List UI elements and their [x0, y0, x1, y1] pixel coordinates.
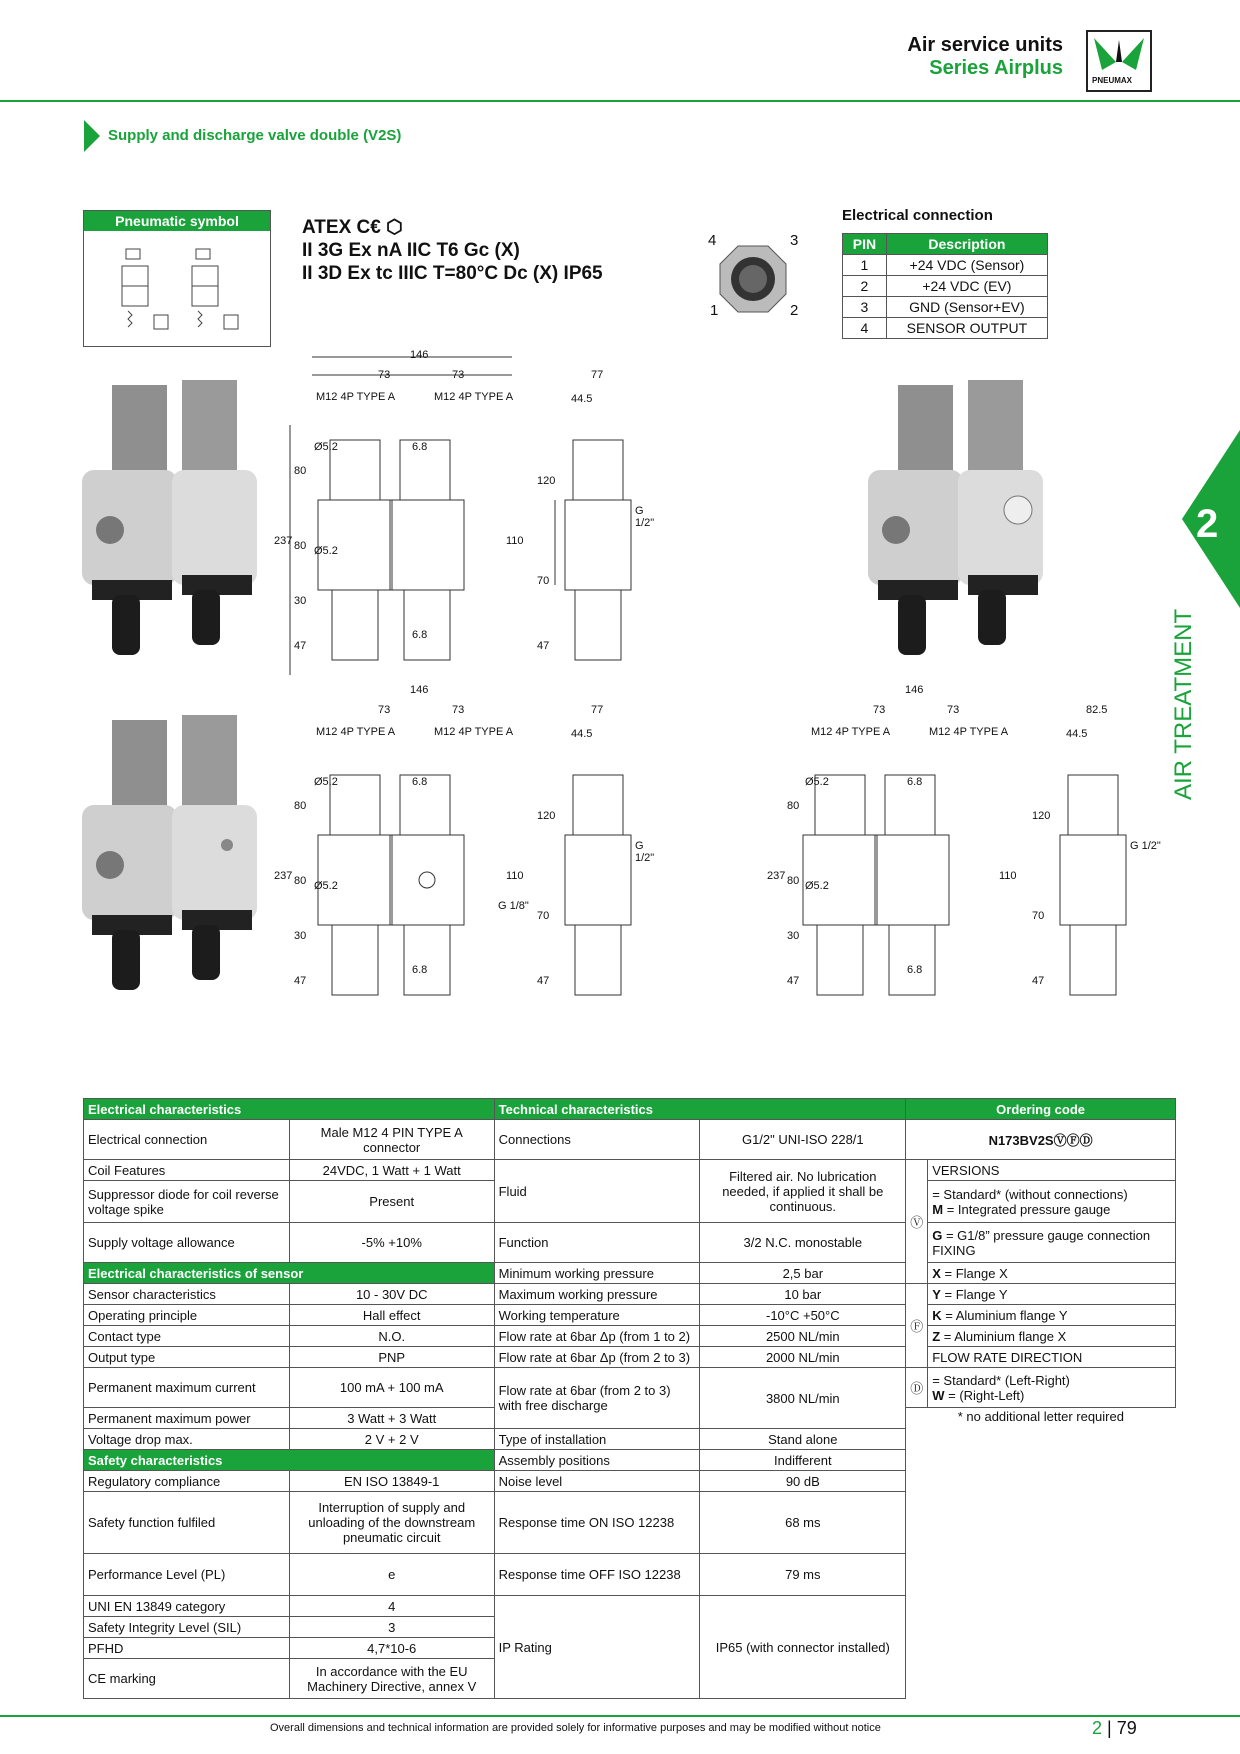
fixing-y-key: Y — [932, 1286, 941, 1302]
spec-value: 2 V + 2 V — [289, 1429, 494, 1450]
chapter-label: AIR TREATMENT — [1170, 608, 1197, 800]
technical-header: Technical characteristics — [494, 1099, 906, 1120]
dim-110-b: 110 — [506, 870, 524, 882]
spec-value: 3 Watt + 3 Watt — [289, 1408, 494, 1429]
spec-value: 90 dB — [700, 1471, 906, 1492]
pin-label-1: 1 — [710, 302, 719, 319]
dim-d5-2-top: Ø5.2 — [314, 441, 338, 453]
spec-label: Voltage drop max. — [84, 1429, 290, 1450]
fixing-marker-icon: Ⓕ — [906, 1284, 928, 1368]
ordering-header: Ordering code — [906, 1099, 1176, 1120]
version-g-key: G — [932, 1227, 943, 1243]
spec-value: 10 - 30V DC — [289, 1284, 494, 1305]
atex-label: ATEX — [302, 217, 352, 238]
ordering-option — [928, 1368, 1176, 1408]
spec-value: Interruption of supply and unloading of the downstream pneumatic circuit — [289, 1492, 494, 1554]
ordering-option — [928, 1223, 1176, 1263]
spec-label: Assembly positions — [494, 1450, 700, 1471]
m12-connector-icon — [718, 244, 788, 314]
ce-mark-icon: C€ ⬡ — [356, 217, 403, 238]
dim-73-c-right: 73 — [947, 704, 960, 716]
dim-77-b: 77 — [591, 704, 604, 716]
spec-value: 3 — [289, 1617, 494, 1638]
product-photo-1 — [82, 360, 272, 660]
dim-77: 77 — [591, 369, 604, 381]
pin-cell: 1 — [843, 255, 887, 276]
fixing-x-key: X — [932, 1265, 941, 1281]
spec-label: Coil Features — [84, 1160, 290, 1181]
version-m-key: M — [932, 1201, 944, 1217]
fixing-z: = Aluminium flange X — [943, 1328, 1067, 1344]
dim-80-top: 80 — [294, 465, 307, 477]
dim-80-b-mid: 80 — [294, 875, 307, 887]
spec-value: Male M12 4 PIN TYPE A connector — [289, 1120, 494, 1160]
ordering-code — [906, 1120, 1176, 1160]
spec-label: Response time ON ISO 12238 — [494, 1492, 700, 1554]
dim-146-c: 146 — [905, 684, 924, 696]
dim-70: 70 — [537, 575, 550, 587]
spec-value: Indifferent — [700, 1450, 906, 1471]
chapter-number: 2 — [1196, 502, 1219, 546]
spec-label: Maximum working pressure — [494, 1284, 700, 1305]
page-number: 2 | 79 — [1092, 1718, 1137, 1738]
spec-label: Permanent maximum power — [84, 1408, 290, 1429]
header-title: Air service units — [907, 34, 1063, 56]
m12-label-c-right: M12 4P TYPE A — [929, 726, 1009, 738]
dim-d5-2-bottom: Ø5.2 — [314, 545, 338, 557]
header-subtitle: Series Airplus — [929, 57, 1063, 79]
spec-value: Stand alone — [700, 1429, 906, 1450]
spec-value: Filtered air. No lubrication needed, if applied it shall be continuous. — [700, 1160, 906, 1223]
spec-label: Connections — [494, 1120, 700, 1160]
spec-value: 2,5 bar — [700, 1263, 906, 1284]
spec-label: Electrical connection — [84, 1120, 290, 1160]
description-header: Description — [886, 234, 1047, 255]
product-photo-2 — [82, 695, 272, 995]
thread-g12-b: G 1/2" — [635, 840, 655, 864]
dim-47-side-c: 47 — [1032, 975, 1045, 987]
version-g: = G1/8” pressure gauge connection — [945, 1227, 1151, 1243]
atex-line-2: II 3G Ex nA IIC T6 Gc (X) — [302, 240, 520, 261]
dim-47: 47 — [294, 640, 307, 652]
dim-6-8-c-top: 6.8 — [907, 776, 923, 788]
pin-cell: 3 — [843, 297, 887, 318]
atex-title — [302, 216, 603, 239]
code-option-icons: ⓋⒻⒹ — [1053, 1133, 1093, 1148]
m12-label-b-right: M12 4P TYPE A — [434, 726, 514, 738]
table-row — [843, 318, 1048, 339]
flow-title: FLOW RATE DIRECTION — [928, 1347, 1176, 1368]
dim-146-b: 146 — [410, 684, 429, 696]
electrical-connection-title: Electrical connection — [842, 207, 993, 224]
dim-146: 146 — [410, 349, 429, 361]
spec-label: IP Rating — [494, 1596, 700, 1699]
spec-value: 2000 NL/min — [700, 1347, 906, 1368]
spec-value: G1/2" UNI-ISO 228/1 — [700, 1120, 906, 1160]
dim-47-side: 47 — [537, 640, 550, 652]
dim-44-5-b: 44.5 — [571, 728, 593, 740]
header-divider — [0, 100, 1240, 102]
valve-symbol-icon — [84, 231, 270, 346]
pneumax-logo — [1086, 30, 1152, 92]
ordering-code-base: N173BV2S — [988, 1133, 1054, 1148]
spec-value: Hall effect — [289, 1305, 494, 1326]
dim-d5-2-b-top: Ø5.2 — [314, 776, 338, 788]
spec-value: 68 ms — [700, 1492, 906, 1554]
dim-6-8-top: 6.8 — [412, 441, 428, 453]
spec-label: Operating principle — [84, 1305, 290, 1326]
section-arrow-icon — [84, 120, 100, 152]
ordering-option — [928, 1305, 1176, 1326]
spec-value: 4,7*10-6 — [289, 1638, 494, 1659]
spec-label: Fluid — [494, 1160, 700, 1223]
drawing-front-3 — [765, 680, 1035, 1010]
spec-value: e — [289, 1554, 494, 1596]
pin-cell: 2 — [843, 276, 887, 297]
versions-title: VERSIONS — [928, 1160, 1176, 1181]
fixing-z-key: Z — [932, 1328, 941, 1344]
version-m: = Integrated pressure gauge — [946, 1201, 1111, 1217]
spec-label: Suppressor diode for coil reverse voltage spike — [84, 1181, 290, 1223]
spec-label: Safety Integrity Level (SIL) — [84, 1617, 290, 1638]
spec-label: Noise level — [494, 1471, 700, 1492]
blank-cell — [906, 1596, 1176, 1699]
spec-label: Permanent maximum current — [84, 1368, 290, 1408]
spec-label: Performance Level (PL) — [84, 1554, 290, 1596]
fixing-x: = Flange X — [944, 1265, 1008, 1281]
dim-d5-2-c-bottom: Ø5.2 — [805, 880, 829, 892]
dim-120: 120 — [537, 475, 556, 487]
desc-cell: SENSOR OUTPUT — [886, 318, 1047, 339]
dim-6-8-b-top: 6.8 — [412, 776, 428, 788]
dim-73-right: 73 — [452, 369, 465, 381]
spec-label: Flow rate at 6bar (from 2 to 3) with free discharge — [494, 1368, 700, 1429]
dim-73-c-left: 73 — [873, 704, 886, 716]
section-title: Supply and discharge valve double (V2S) — [108, 127, 402, 144]
fixing-title: FIXING — [932, 1242, 976, 1258]
dim-110-c: 110 — [999, 870, 1017, 882]
spec-value: 79 ms — [700, 1554, 906, 1596]
drawing-side-3 — [1030, 680, 1180, 1010]
pneumatic-symbol-title: Pneumatic symbol — [84, 211, 270, 231]
spec-label: Regulatory compliance — [84, 1471, 290, 1492]
spec-label: Working temperature — [494, 1305, 700, 1326]
footer-divider — [0, 1715, 1240, 1717]
spec-value: IP65 (with connector installed) — [700, 1596, 906, 1699]
dim-73-left: 73 — [378, 369, 391, 381]
spec-label: Output type — [84, 1347, 290, 1368]
flow-marker-icon: Ⓓ — [906, 1368, 928, 1408]
fixing-y: = Flange Y — [944, 1286, 1008, 1302]
spec-value: 24VDC, 1 Watt + 1 Watt — [289, 1160, 494, 1181]
spec-value: 4 — [289, 1596, 494, 1617]
flow-standard: = Standard* (Left-Right) — [932, 1372, 1070, 1388]
dim-d5-2-b-bottom: Ø5.2 — [314, 880, 338, 892]
dim-80-b-top: 80 — [294, 800, 307, 812]
safety-header: Safety characteristics — [84, 1450, 495, 1471]
spec-value: 100 mA + 100 mA — [289, 1368, 494, 1408]
m12-label-b-left: M12 4P TYPE A — [316, 726, 396, 738]
desc-cell: +24 VDC (EV) — [886, 276, 1047, 297]
spec-value: EN ISO 13849-1 — [289, 1471, 494, 1492]
sensor-header: Electrical characteristics of sensor — [84, 1263, 495, 1284]
dim-80-c-mid: 80 — [787, 875, 800, 887]
fixing-k: = Aluminium flange Y — [945, 1307, 1068, 1323]
dim-6-8-b-bottom: 6.8 — [412, 964, 428, 976]
footer-note: Overall dimensions and technical information are provided solely for informative purposes and may be modified without notice — [270, 1722, 881, 1734]
dim-80-mid: 80 — [294, 540, 307, 552]
blank-cell — [906, 1492, 1176, 1554]
spec-label: CE marking — [84, 1659, 290, 1699]
dim-6-8-bottom: 6.8 — [412, 629, 428, 641]
ordering-option — [928, 1284, 1176, 1305]
desc-cell: GND (Sensor+EV) — [886, 297, 1047, 318]
spec-value: 3800 NL/min — [700, 1368, 906, 1429]
flow-w: = (Right-Left) — [948, 1387, 1025, 1403]
desc-cell: +24 VDC (Sensor) — [886, 255, 1047, 276]
dim-47-side-b: 47 — [537, 975, 550, 987]
dim-120-c: 120 — [1032, 810, 1051, 822]
atex-line-3: II 3D Ex tc IIIC T=80°C Dc (X) IP65 — [302, 263, 603, 284]
spec-value: 2500 NL/min — [700, 1326, 906, 1347]
dim-44-5-c: 44.5 — [1066, 728, 1088, 740]
dim-47-c: 47 — [787, 975, 800, 987]
dim-47-b: 47 — [294, 975, 307, 987]
m12-label-c-left: M12 4P TYPE A — [811, 726, 891, 738]
product-photo-3 — [868, 360, 1058, 660]
spec-value: 3/2 N.C. monostable — [700, 1223, 906, 1263]
spec-label: Safety function fulfiled — [84, 1492, 290, 1554]
page-section: 2 — [1092, 1718, 1103, 1738]
table-row — [843, 255, 1048, 276]
pin-header: PIN — [843, 234, 887, 255]
m12-label-right: M12 4P TYPE A — [434, 391, 514, 403]
spec-value: Present — [289, 1181, 494, 1223]
spec-label: Contact type — [84, 1326, 290, 1347]
version-standard: = Standard* (without connections) — [932, 1186, 1128, 1202]
dim-30-c: 30 — [787, 930, 800, 942]
atex-block — [302, 216, 603, 285]
spec-value: -5% +10% — [289, 1223, 494, 1263]
thread-g18: G 1/8" — [498, 900, 529, 912]
dim-110: 110 — [506, 535, 524, 547]
pin-label-2: 2 — [790, 302, 799, 319]
dim-120-b: 120 — [537, 810, 556, 822]
spec-label: Minimum working pressure — [494, 1263, 700, 1284]
dim-80-c-top: 80 — [787, 800, 800, 812]
drawing-side-1 — [535, 345, 665, 675]
blank-cell — [906, 1554, 1176, 1596]
spec-value: PNP — [289, 1347, 494, 1368]
dim-73-b-right: 73 — [452, 704, 465, 716]
dim-70-c: 70 — [1032, 910, 1045, 922]
dim-237: 237 — [274, 535, 293, 547]
spec-label: PFHD — [84, 1638, 290, 1659]
pneumatic-symbol-box — [83, 210, 271, 347]
spec-label: Function — [494, 1223, 700, 1263]
spec-label: Sensor characteristics — [84, 1284, 290, 1305]
thread-g12: G 1/2" — [635, 505, 655, 529]
spec-label: UNI EN 13849 category — [84, 1596, 290, 1617]
spec-label: Flow rate at 6bar Δp (from 2 to 3) — [494, 1347, 700, 1368]
spec-value: -10°C +50°C — [700, 1305, 906, 1326]
pin-label-3: 3 — [790, 232, 799, 249]
dim-237-b: 237 — [274, 870, 293, 882]
spec-label: Supply voltage allowance — [84, 1223, 290, 1263]
dim-44-5: 44.5 — [571, 393, 593, 405]
dim-30-b: 30 — [294, 930, 307, 942]
drawing-side-2 — [535, 680, 665, 1010]
pin-cell: 4 — [843, 318, 887, 339]
table-row — [843, 276, 1048, 297]
dim-237-c: 237 — [767, 870, 786, 882]
dim-d5-2-c-top: Ø5.2 — [805, 776, 829, 788]
dim-30: 30 — [294, 595, 307, 607]
pin-table — [842, 233, 1048, 339]
spec-label: Type of installation — [494, 1429, 700, 1450]
spec-label: Flow rate at 6bar Δp (from 1 to 2) — [494, 1326, 700, 1347]
table-row — [843, 297, 1048, 318]
fixing-k-key: K — [932, 1307, 942, 1323]
ordering-option — [928, 1326, 1176, 1347]
spec-value: 10 bar — [700, 1284, 906, 1305]
logo-text: PNEUMAX — [1092, 76, 1133, 85]
ordering-option — [928, 1263, 1176, 1284]
ordering-option — [928, 1181, 1176, 1223]
spec-value: N.O. — [289, 1326, 494, 1347]
pin-label-4: 4 — [708, 232, 717, 249]
ordering-note: * no additional letter required — [957, 1409, 1124, 1424]
page-num: 79 — [1116, 1718, 1137, 1738]
dim-70-b: 70 — [537, 910, 550, 922]
m12-label-left: M12 4P TYPE A — [316, 391, 396, 403]
spec-value: In accordance with the EU Machinery Directive, annex V — [289, 1659, 494, 1699]
thread-g12-c: G 1/2" — [1130, 840, 1161, 852]
electrical-header: Electrical characteristics — [84, 1099, 495, 1120]
spec-label: Response time OFF ISO 12238 — [494, 1554, 700, 1596]
dim-82-5: 82.5 — [1086, 704, 1108, 716]
dim-6-8-c-bottom: 6.8 — [907, 964, 923, 976]
spec-table — [83, 1098, 1176, 1699]
versions-marker-icon: Ⓥ — [906, 1160, 928, 1284]
dim-73-b-left: 73 — [378, 704, 391, 716]
flow-w-key: W — [932, 1387, 945, 1403]
